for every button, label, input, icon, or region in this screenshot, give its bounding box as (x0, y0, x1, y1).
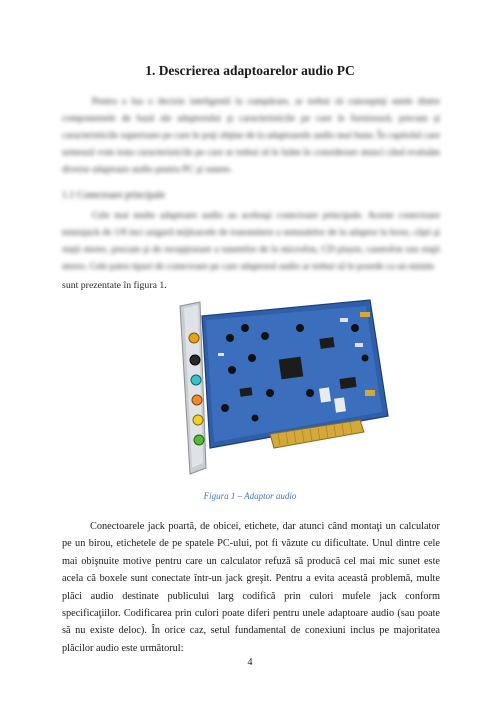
sound-card-image (170, 298, 395, 478)
blurred-subheading: 1.1 Conectoare principale (62, 190, 166, 201)
figure-reference-line: sunt prezentate în figura 1. (62, 280, 167, 291)
section-title: 1. Descrierea adaptoarelor audio PC (145, 63, 355, 78)
body-paragraph (62, 518, 440, 657)
page-number: 4 (247, 657, 253, 668)
blurred-paragraph-2: Cele mai multe adaptoare audio au aceleaşi conectoare principale. Aceste conectoare miniajack de 1/8 inci asigură mijloacele de transmitere a semnalelor de la adaptor la boxe, căşti şi staţii stereo, precum şi de recepţionare a sunetelor de la microfon, CD player, casetofon sau staţii stereo. Cele patru tipuri de conectoare pe care adaptorul audio ar trebui să le posede ca un minim (62, 210, 440, 272)
sound-card-illustration (170, 298, 395, 478)
blurred-paragraph-1: Pentru a lua o decizie inteligentă la cumpărare, ar trebui să cunoaşteţi unele dintre componentele de bază ale adaptorului şi caracteristicile pe care le furnizează, precum şi caracteristicile superioare pe care le poţi obţine de la adaptoarele audio mai bune. În capitolul care urmează vom trata caracteristicile pe care ar trebui să le luăm în considerare atunci când evaluăm diverse adaptoare audio pentru PC şi sunete. (62, 96, 440, 175)
body-paragraph-text: Conectoarele jack poartă, de obicei, etichete, dar atunci când montaţi un calculator pe un birou, etichetele de pe spatele PC-ului, pot fi văzute cu dificultate. Unul dintre cele mai obişnuite motive pentru care un calculator refuză să producă cel mai mic sunet este acela că boxele sunt conectate într-un jack greşit. Pentru a evita această problemă, multe plăci audio destinate publicului larg codifică prin culori mufele jack conform specificaţiilor. Codificarea prin culori poate diferi pentru unele adaptoare audio (sau poate să nu existe deloc). În orice caz, setul fundamental de conexiuni inclus pe majoritatea plăcilor audio este următorul: (62, 521, 440, 654)
figure-caption: Figura 1 – Adaptor audio (203, 491, 297, 501)
